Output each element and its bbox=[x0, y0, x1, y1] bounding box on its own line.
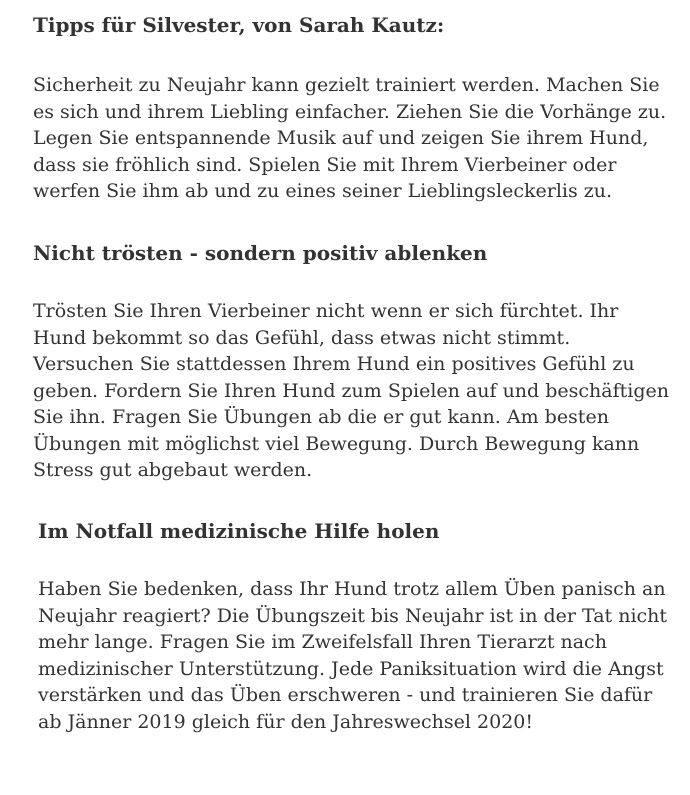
section-heading-positive-distraction: Nicht trösten - sondern positiv ablenken bbox=[33, 241, 488, 265]
text-line: verstärken und das Üben erschweren - und trainieren Sie dafür bbox=[38, 684, 653, 706]
text-line: Sicherheit zu Neujahr kann gezielt trainiert werden. Machen Sie bbox=[33, 74, 660, 96]
text-line: werfen Sie ihm ab und zu eines seiner Lieblingsleckerlis zu. bbox=[33, 180, 613, 202]
text-line: es sich und ihrem Liebling einfacher. Ziehen Sie die Vorhänge zu. bbox=[33, 100, 667, 123]
text-line: geben. Fordern Sie Ihren Hund zum Spielen auf und beschäftigen bbox=[33, 379, 669, 402]
text-line: ab Jänner 2019 gleich für den Jahreswechsel 2020! bbox=[38, 710, 534, 733]
paragraph-medical-help bbox=[38, 576, 667, 735]
text-line: Haben Sie bedenken, dass Ihr Hund trotz allem Üben panisch an bbox=[38, 578, 666, 600]
text-line: Sie ihn. Fragen Sie Übungen ab die er gut kann. Am besten bbox=[33, 406, 609, 428]
text-line: Legen Sie entspannende Musik auf und zeigen Sie ihrem Hund, bbox=[33, 127, 649, 149]
text-line: medizinischer Unterstützung. Jede Paniksituation wird die Angst bbox=[38, 657, 664, 680]
text-line: Übungen mit möglichst viel Bewegung. Durch Bewegung kann bbox=[33, 432, 640, 455]
text-line: dass sie fröhlich sind. Spielen Sie mit Ihrem Vierbeiner oder bbox=[33, 153, 617, 176]
paragraph-positive-distraction bbox=[33, 298, 669, 484]
text-line: Versuchen Sie stattdessen Ihrem Hund ein positives Gefühl zu bbox=[33, 353, 635, 375]
text-line: Stress gut abgebaut werden. bbox=[33, 459, 313, 481]
text-line: Hund bekommt so das Gefühl, dass etwas nicht stimmt. bbox=[33, 326, 571, 349]
text-line: Trösten Sie Ihren Vierbeiner nicht wenn er sich fürchtet. Ihr bbox=[33, 300, 619, 322]
section-heading-silvester-tips: Tipps für Silvester, von Sarah Kautz: bbox=[33, 13, 445, 37]
paragraph-silvester-tips bbox=[33, 72, 666, 205]
text-line: Neujahr reagiert? Die Übungszeit bis Neujahr ist in der Tat nicht bbox=[38, 604, 668, 627]
section-heading-medical-help: Im Notfall medizinische Hilfe holen bbox=[38, 519, 440, 543]
text-line: mehr lange. Fragen Sie im Zweifelsfall Ihren Tierarzt nach bbox=[38, 631, 607, 653]
